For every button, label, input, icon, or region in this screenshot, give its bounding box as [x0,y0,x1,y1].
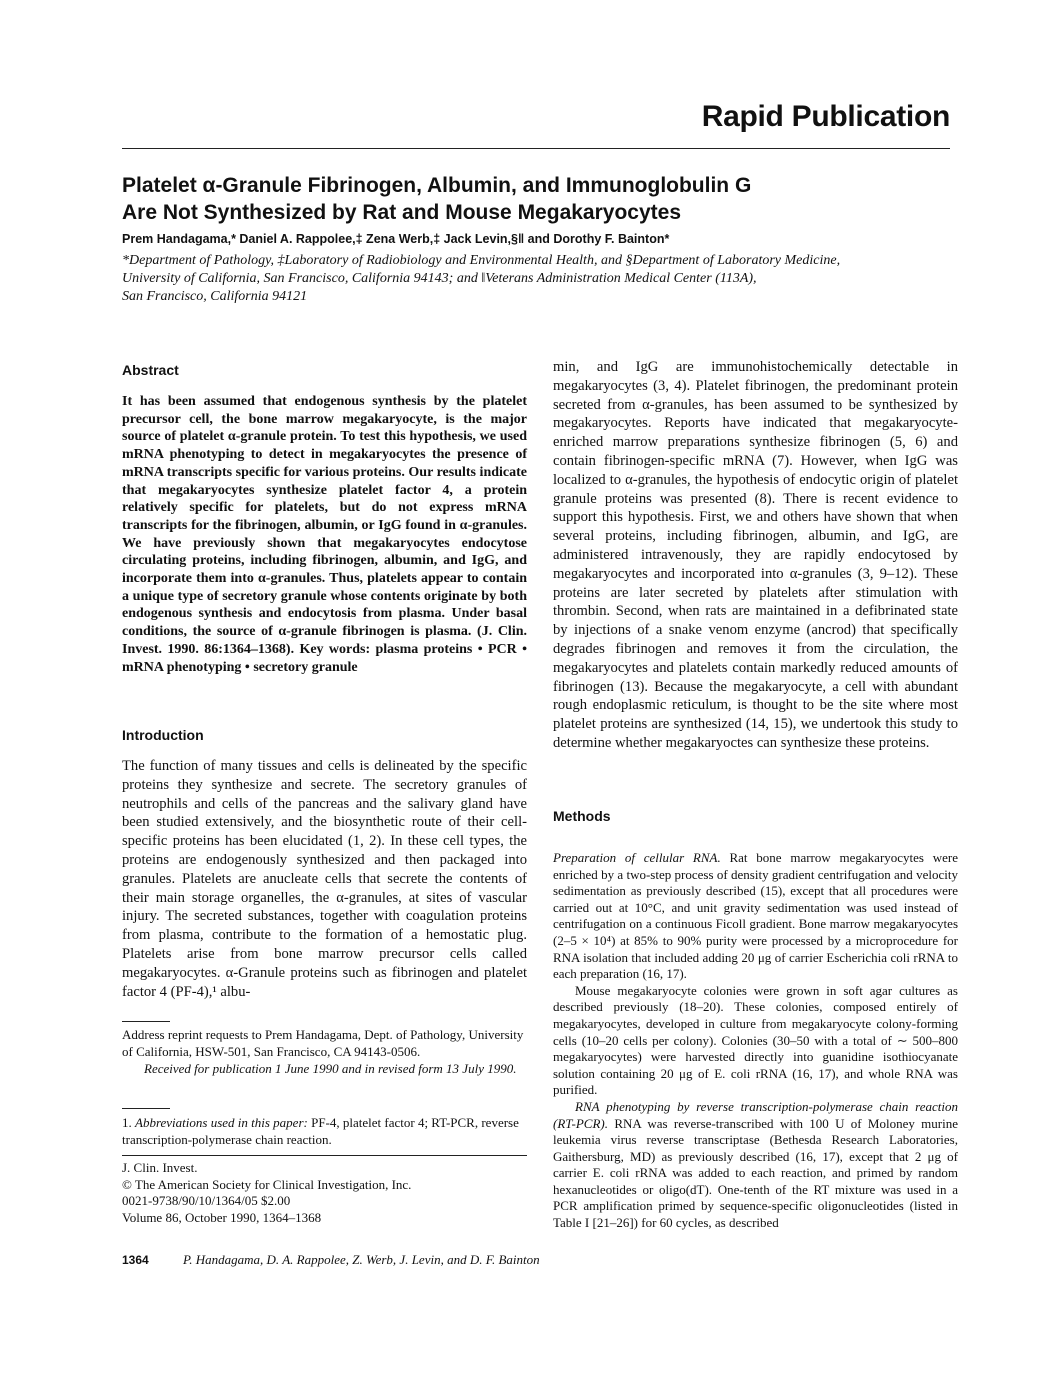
journal-copyright: © The American Society for Clinical Investigation, Inc. [122,1176,412,1192]
affiliation-line-1: *Department of Pathology, ‡Laboratory of Radiobiology and Environmental Health, and §Department of Laboratory Medicine, [122,253,841,268]
methods-paragraph-1 [553,850,958,983]
introduction-heading: Introduction [122,727,204,743]
abbrev-number: 1. [122,1115,132,1130]
journal-rule [122,1155,527,1156]
journal-code: 0021-9738/90/10/1364/05 $2.00 [122,1193,291,1209]
title-line-1: Platelet α-Granule Fibrinogen, Albumin, and Immunoglobulin G [122,174,752,197]
header-rule [122,148,950,149]
reprint-address: Address reprint requests to Prem Handagama, Dept. of Pathology, University of California, HSW-501, San Francisco, CA 94143-0506. [122,1027,524,1059]
methods-paragraph-2: Mouse megakaryocyte colonies were grown in soft agar cultures as described previously (18–20). These colonies, composed entirely of megakaryocytes, developed in culture from megakaryocyte colony-forming cells (10–20 cells per colony). Colonies (30–50 with a total of ∼ 500–800 megakaryocytes) were harvested directly into guanidine isothiocyanate solution containing 20 μg of E. coli rRNA (16, 17), and whole RNA was purified. [553,982,958,1098]
methods-p3-body: RNA was reverse-transcribed with 100 U of Moloney murine leukemia virus reverse transcriptase (Bethesda Research Laboratories, Gaithersburg, MD) as previously described (16, 17), except that 2 μg of carrier E. coli rRNA was added to each reaction, and primed by random hexanucleotides or oligo(dT). One-tenth of the RT mixture was used in a PCR amplification primed by sequence-specific oligonucleotides (listed in Table I [21–26]) for 60 cycles, as described [553,1115,959,1231]
affiliation-line-3: San Francisco, California 94121 [122,289,308,304]
methods-text [553,850,958,1232]
abbreviations-footnote [122,1115,527,1148]
abbrev-label: Abbreviations used in this paper: [135,1115,308,1130]
journal-info [122,1160,527,1226]
affiliations [122,252,952,306]
journal-name: J. Clin. Invest. [122,1160,198,1175]
author-list: Prem Handagama,* Daniel A. Rappolee,‡ Zena Werb,‡ Jack Levin,§‖ and Dorothy F. Bainton* [122,232,670,246]
introduction-text: The function of many tissues and cells is delineated by the specific proteins they synthesize and secrete. The secretory granules of neutrophils and cells of the pancreas and the salivary gland have been studied extensively, and the biosynthetic route of their cell-specific proteins has been elucidated (1, 2). In these cell types, the proteins are endogenously synthesized and then packaged into granules. Platelets are anucleate cells that secrete the contents of their main storage organelles, the α-granules, at sites of vascular injury. The secreted substances, together with coagulation proteins from plasma, contribute to the formation of a hemostatic plug. Platelets arise from bone marrow precursor cells called megakaryocytes. α-Granule proteins such as fibrinogen and platelet factor 4 (PF-4),¹ albu- [122,758,527,1000]
article-title [122,172,952,226]
methods-p3-title: RNA phenotyping by reverse transcription-polymerase chain reaction (RT-PCR). [553,1098,958,1131]
title-line-2: Are Not Synthesized by Rat and Mouse Megakaryocytes [122,201,681,224]
methods-p1-title: Preparation of cellular RNA. [553,850,721,865]
abstract-text: It has been assumed that endogenous synthesis by the platelet precursor cell, the bone marrow megakaryocyte, is the major source of platelet α-granule protein. To test this hypothesis, we used mRNA phenotyping to detect in megakaryocytes the presence of mRNA transcripts specific for various proteins. Our results indicate that megakaryocytes synthesize platelet factor 4, a protein relatively specific for platelets, but do not express mRNA transcripts for the fibrinogen, albumin, or IgG found in α-granules. We have previously shown that megakaryocytes endocytose circulating proteins, including fibrinogen, albumin, and IgG, and incorporate them into α-granules. Thus, platelets appear to contain a unique type of secretory granule whose contents originate by both endogenous synthesis and endocytosis from plasma. Under basal conditions, the source of α-granule fibrinogen is plasma. (J. Clin. Invest. 1990. 86:1364–1368). Key words: plasma proteins • PCR • mRNA phenotyping • secretory granule [122,394,527,675]
page-number: 1364 [122,1253,149,1267]
abbrev-text: PF-4, platelet factor 4; RT-PCR, reverse transcription-polymerase chain reaction. [122,1115,519,1147]
abstract-heading: Abstract [122,362,179,378]
section-label: Rapid Publication [701,100,950,133]
introduction-continued: min, and IgG are immunohistochemically detectable in megakaryocytes (3, 4). Platelet fibrinogen, the predominant protein secreted from α-granules, has been assumed to be synthesized by megakaryocytes. Reports have indicated that megakaryocyte-enriched marrow preparations synthesize fibrinogen (5, 6) and contain fibrinogen-specific mRNA (7). However, when IgG was localized to α-granules, the hypothesis of endocytic origin of platelet granule proteins was presented (8). There is recent evidence to support this hypothesis. First, we and others have shown that when several proteins, including fibrinogen, albumin, and IgG, are administered intravenously, they are rapidly endocytosed by megakaryocytes and incorporated into α-granules (3, 9–12). These proteins are later secreted by platelets after stimulation with thrombin. Second, when rats are maintained in a defibrinated state by injections of a snake venom enzyme (ancrod) that specifically degrades fibrinogen and removes it from the circulation, the megakaryocytes and platelets contain markedly reduced amounts of fibrinogen (13). Because the megakaryocyte, a cell with abundant rough endoplasmic reticulum, is thought to be the site where most platelet proteins are synthesized (14, 15), we undertook this study to determine whether megakaryoctes can synthesize these proteins. [553,359,958,751]
running-footer-authors: P. Handagama, D. A. Rappolee, Z. Werb, J. Levin, and D. F. Bainton [183,1252,540,1267]
methods-heading: Methods [553,808,611,824]
methods-p1-body: Rat bone marrow megakaryocytes were enriched by a two-step process of density gradient centrifugation and velocity sedimentation as previously described (15), except that all procedures were carried out at 10°C, and unit gravity sedimentation was used instead of centrifugation on a continuous Ficoll gradient. Bone marrow megakaryocytes (2–5 × 10⁴) at 85% to 90% purity were processed by a microprocedure for RNA isolation that included adding 20 μg of carrier Escherichia coli rRNA to each preparation (16, 17). [553,850,959,982]
affiliation-line-2: University of California, San Francisco, California 94143; and ‖Veterans Administration Medical Center (113A), [122,271,757,286]
footnote-rule [122,1021,170,1022]
journal-volume: Volume 86, October 1990, 1364–1368 [122,1209,322,1225]
methods-paragraph-3 [553,1099,958,1232]
abbrev-rule [122,1108,170,1109]
received-dates: Received for publication 1 June 1990 and in revised form 13 July 1990. [144,1061,517,1076]
